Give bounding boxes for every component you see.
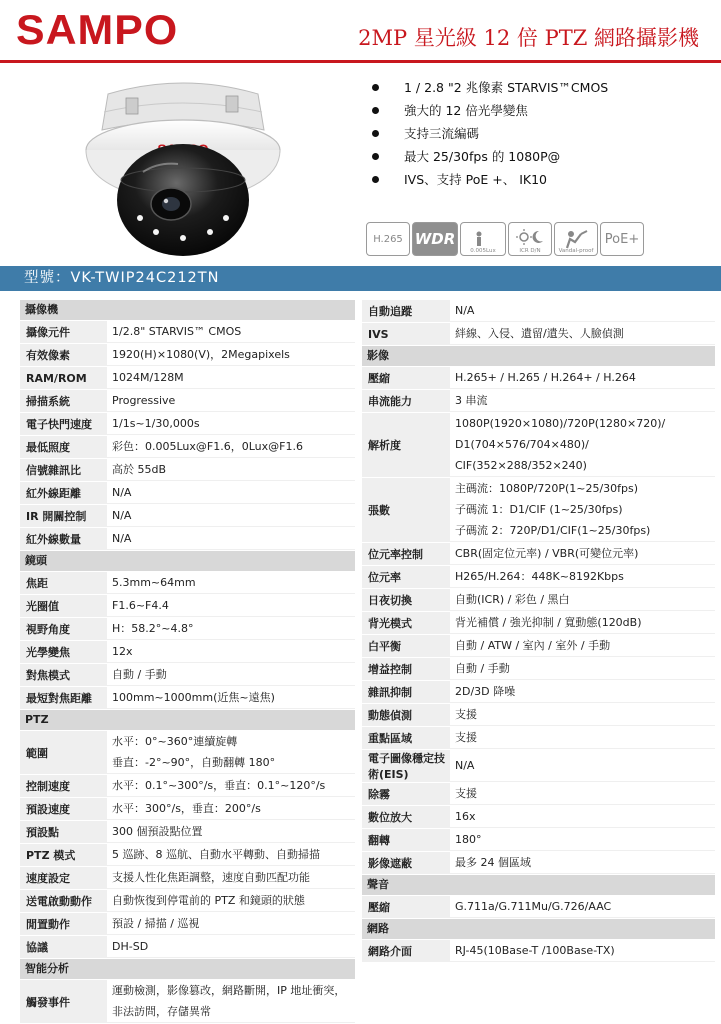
spec-row [362,727,715,750]
spec-value-line: 水平：300°/s，垂直：200°/s [112,802,261,815]
spec-section-header: 網路 [362,919,715,939]
spec-value-line: 最多 24 個區域 [455,856,531,869]
spec-key: 張數 [362,478,450,542]
spec-value-line: 垂直：-2°~90°，自動翻轉 180° [112,756,276,769]
spec-value-line: 12x [112,645,133,658]
spec-value [450,681,715,703]
spec-row [20,344,355,367]
spec-value [107,731,355,774]
spec-value-line: F1.6~F4.4 [112,599,169,612]
spec-value-line: 主碼流：1080P/720P(1~25/30fps) [455,482,639,495]
spec-value-line: 1/1s~1/30,000s [112,417,200,430]
spec-value-line: 180° [455,833,482,846]
spec-value [107,867,355,889]
spec-row [362,635,715,658]
spec-row [20,572,355,595]
spec-key: 視野角度 [20,618,107,640]
spec-value [107,798,355,820]
spec-value [107,936,355,958]
spec-key: 位元率控制 [362,543,450,565]
spec-row [362,367,715,390]
spec-value-line: 3 串流 [455,394,488,407]
spec-value-line: 背光補償 / 強光抑制 / 寬動態(120dB) [455,616,642,629]
spec-key: 重點區域 [362,727,450,749]
spec-row [20,664,355,687]
spec-row [362,300,715,323]
spec-row [362,543,715,566]
spec-value-line: 水平：0.1°~300°/s，垂直：0.1°~120°/s [112,779,326,792]
feature-list [370,76,608,191]
spec-value-line: 自動 / 手動 [455,662,510,675]
spec-value [450,323,715,345]
spec-section-header: 鏡頭 [20,551,355,571]
spec-row [362,783,715,806]
spec-value-line: 支援 [455,787,477,800]
spec-value [107,572,355,594]
spec-row [362,829,715,852]
spec-key: 最短對焦距離 [20,687,107,709]
spec-row [362,940,715,963]
spec-value-line: 自動(ICR) / 彩色 / 黑白 [455,593,570,606]
spec-value-line: 100mm~1000mm(近焦~遠焦) [112,691,275,704]
spec-key: 串流能力 [362,390,450,412]
spec-value [107,821,355,843]
spec-value [450,896,715,918]
spec-value-line: H265/H.264：448K~8192Kbps [455,570,624,583]
spec-key: 數位放大 [362,806,450,828]
spec-row [20,890,355,913]
camera-photo-icon [68,72,298,262]
spec-value [107,775,355,797]
spec-key: 動態偵測 [362,704,450,726]
spec-key: 預設點 [20,821,107,843]
spec-value [107,641,355,663]
spec-section-header: 智能分析 [20,959,355,979]
spec-value [450,589,715,611]
spec-value-line: 1/2.8" STARVIS™ CMOS [112,325,242,338]
spec-value-line: 300 個預設點位置 [112,825,203,838]
spec-value-line: 1024M/128M [112,371,184,384]
spec-value-line: N/A [112,532,132,545]
spec-value-line: 自動 / ATW / 室內 / 室外 / 手動 [455,639,611,652]
page-title: 2MP 星光級 12 倍 PTZ 網路攝影機 [358,26,699,50]
spec-value [107,413,355,435]
spec-row [20,505,355,528]
feature-badges [366,222,644,256]
title-rule [0,60,721,63]
spec-section-header: 影像 [362,346,715,366]
spec-value [450,829,715,851]
spec-value [107,367,355,389]
spec-value-line: 1080P(1920×1080)/720P(1280×720)/ [455,417,666,430]
spec-key: 光學變焦 [20,641,107,663]
icr-daynight-badge-icon: ICR D/N [508,222,552,256]
spec-key: 協議 [20,936,107,958]
spec-key: 翻轉 [362,829,450,851]
spec-row [20,798,355,821]
spec-value-line: H.265+ / H.265 / H.264+ / H.264 [455,371,636,384]
spec-row [20,618,355,641]
spec-row [20,390,355,413]
spec-row [20,528,355,551]
spec-key: 有效像素 [20,344,107,366]
spec-row [20,913,355,936]
spec-row [362,612,715,635]
spec-value [107,980,355,1023]
spec-key: 觸發事件 [20,980,107,1023]
spec-value [450,390,715,412]
spec-row [362,896,715,919]
spec-value [107,459,355,481]
spec-value-line: G.711a/G.711Mu/G.726/AAC [455,900,612,913]
spec-value-line: 水平：0°~360°連續旋轉 [112,735,238,748]
spec-section-header: 攝像機 [20,300,355,320]
spec-value-line: N/A [455,759,475,772]
spec-value [450,300,715,322]
spec-key: 光圈值 [20,595,107,617]
spec-value [450,612,715,634]
low-lux-badge-icon: 0.005Lux [460,222,506,256]
spec-value [107,664,355,686]
spec-value [107,595,355,617]
spec-value [450,750,715,782]
spec-value-line: 支援 [455,708,477,721]
spec-value-line: 自動恢復到停電前的 PTZ 和鏡頭的狀態 [112,894,305,907]
spec-key: 紅外線距離 [20,482,107,504]
spec-value [107,528,355,550]
spec-row [20,595,355,618]
spec-value [450,658,715,680]
spec-value-line: Progressive [112,394,176,407]
spec-key: 增益控制 [362,658,450,680]
spec-value-line: N/A [112,486,132,499]
spec-key: 除霧 [362,783,450,805]
spec-value-line: 預設 / 掃描 / 巡視 [112,917,200,930]
spec-key: 掃描系統 [20,390,107,412]
spec-row [362,478,715,543]
spec-value [450,806,715,828]
spec-value-line: 2D/3D 降噪 [455,685,516,698]
spec-value-line: 非法訪問，存儲異常 [112,1005,211,1018]
spec-key: PTZ 模式 [20,844,107,866]
spec-table-right [362,300,715,963]
wdr-badge-icon: WDR [412,222,458,256]
spec-key: 紅外線數量 [20,528,107,550]
spec-row [20,731,355,775]
spec-key: 控制速度 [20,775,107,797]
spec-row [20,821,355,844]
spec-row [20,641,355,664]
spec-value-line: 支援人性化焦距調整，速度自動匹配功能 [112,871,310,884]
spec-section-header: 聲音 [362,875,715,895]
spec-key: 壓縮 [362,367,450,389]
spec-value [107,844,355,866]
spec-value-line: 絆線、入侵、遺留/遺失、人臉偵測 [455,327,624,340]
spec-row [20,413,355,436]
spec-value-line: 子碼流 1：D1/CIF (1~25/30fps) [455,503,623,516]
spec-row [362,658,715,681]
spec-key: 最低照度 [20,436,107,458]
spec-value [450,635,715,657]
spec-key: IVS [362,323,450,345]
spec-key: 解析度 [362,413,450,477]
spec-row [362,852,715,875]
spec-value [107,344,355,366]
spec-value-line: N/A [112,509,132,522]
spec-row [362,323,715,346]
spec-value [107,482,355,504]
spec-value-line: DH-SD [112,940,149,953]
spec-value [107,687,355,709]
model-number-bar: 型號：VK-TWIP24C212TN [0,266,721,291]
spec-value [450,478,715,542]
spec-key: 攝像元件 [20,321,107,343]
spec-row [20,321,355,344]
spec-value [450,704,715,726]
spec-row [362,390,715,413]
spec-value-line: 彩色：0.005Lux@F1.6，0Lux@F1.6 [112,440,303,453]
spec-row [362,704,715,727]
feature-item: IVS、支持 PoE +、 IK10 [370,168,608,191]
spec-key: 預設速度 [20,798,107,820]
spec-row [362,413,715,478]
spec-row [20,459,355,482]
spec-key: 信號雜訊比 [20,459,107,481]
feature-item: 支持三流編碼 [370,122,608,145]
spec-value [450,566,715,588]
spec-key: 對焦模式 [20,664,107,686]
spec-value [107,436,355,458]
spec-key: 電子圖像穩定技術(EIS) [362,750,450,782]
spec-value-line: 子碼流 2：720P/D1/CIF(1~25/30fps) [455,524,651,537]
spec-value-line: CBR(固定位元率) / VBR(可變位元率) [455,547,639,560]
brand-logo: SAMPO [16,6,179,53]
spec-row [20,687,355,710]
spec-value [107,913,355,935]
spec-value [450,413,715,477]
spec-row [362,750,715,783]
spec-value-line: 運動檢測，影像篡改，網路斷開，IP 地址衝突， [112,984,346,997]
spec-key: 速度設定 [20,867,107,889]
h265-badge-icon: H.265 [366,222,410,256]
spec-row [20,980,355,1024]
spec-value [107,890,355,912]
spec-row [20,482,355,505]
spec-key: 白平衡 [362,635,450,657]
spec-value [107,390,355,412]
spec-row [20,867,355,890]
spec-key: 雜訊抑制 [362,681,450,703]
spec-key: RAM/ROM [20,367,107,389]
spec-value-line: 1920(H)×1080(V)，2Megapixels [112,348,290,361]
spec-value-line: H：58.2°~4.8° [112,622,194,635]
spec-value [450,543,715,565]
spec-value-line: 5.3mm~64mm [112,576,196,589]
spec-key: 影像遮蔽 [362,852,450,874]
spec-key: 送電啟動動作 [20,890,107,912]
spec-row [20,367,355,390]
feature-item: 1 / 2.8 "2 兆像素 STARVIS™CMOS [370,76,608,99]
spec-key: 閒置動作 [20,913,107,935]
spec-key: 背光模式 [362,612,450,634]
spec-key: 焦距 [20,572,107,594]
spec-key: 日夜切換 [362,589,450,611]
spec-section-header: PTZ [20,710,355,730]
spec-row [362,806,715,829]
spec-key: 自動追蹤 [362,300,450,322]
spec-key: 壓縮 [362,896,450,918]
spec-value-line: 16x [455,810,476,823]
spec-value-line: 支援 [455,731,477,744]
spec-row [362,681,715,704]
spec-value-line: 5 巡跡、8 巡航、自動水平轉動、自動掃描 [112,848,320,861]
spec-value-line: N/A [455,304,475,317]
spec-value [107,505,355,527]
spec-row [362,589,715,612]
spec-key: 位元率 [362,566,450,588]
vandal-proof-badge-icon: Vandal-proof [554,222,598,256]
spec-value [450,367,715,389]
feature-item: 最大 25/30fps 的 1080P@ [370,145,608,168]
spec-table-left [20,300,355,1024]
spec-value-line: D1(704×576/704×480)/ [455,438,589,451]
spec-value [107,618,355,640]
spec-value [450,783,715,805]
spec-row [20,844,355,867]
spec-value [450,727,715,749]
feature-item: 強大的 12 倍光學變焦 [370,99,608,122]
spec-row [362,566,715,589]
poe-badge-icon: PoE+ [600,222,644,256]
spec-key: IR 開關控制 [20,505,107,527]
spec-value [450,852,715,874]
spec-value [107,321,355,343]
spec-row [20,936,355,959]
spec-key: 電子快門速度 [20,413,107,435]
spec-value-line: 自動 / 手動 [112,668,167,681]
spec-value-line: CIF(352×288/352×240) [455,459,587,472]
spec-key: 範圍 [20,731,107,774]
spec-row [20,775,355,798]
spec-row [20,436,355,459]
spec-key: 網路介面 [362,940,450,962]
spec-value-line: 高於 55dB [112,463,167,476]
spec-value [450,940,715,962]
spec-value-line: RJ-45(10Base-T /100Base-TX) [455,944,615,957]
